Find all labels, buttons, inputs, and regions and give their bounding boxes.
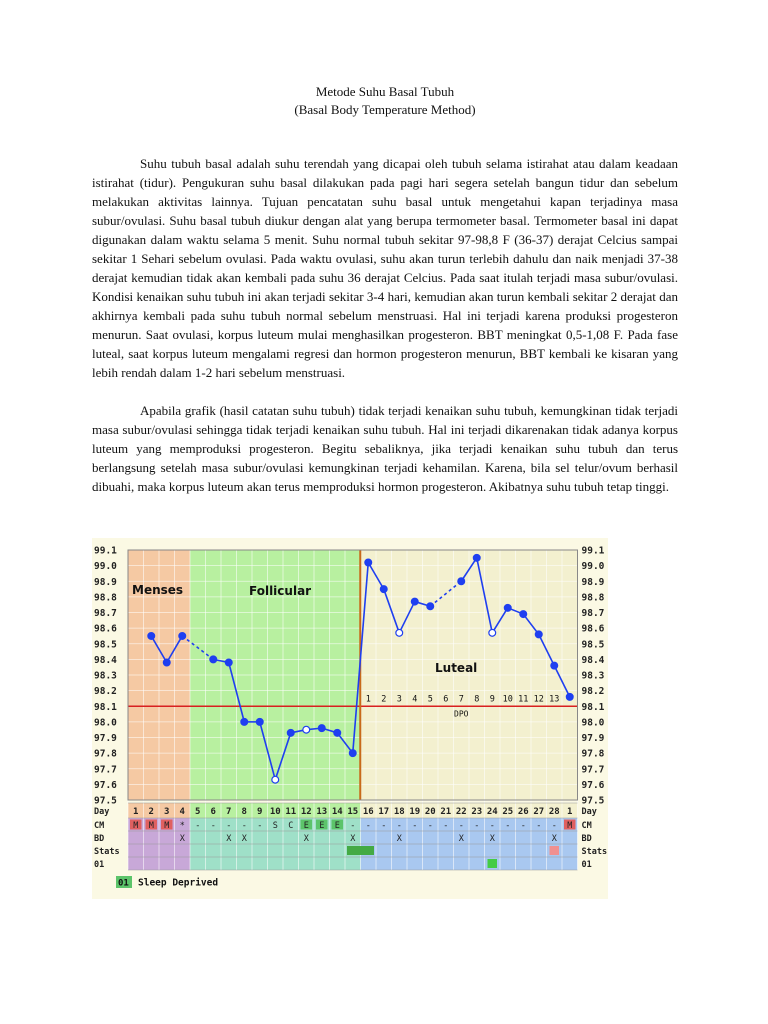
dpo-label: 3	[396, 694, 402, 705]
temperature-point	[566, 693, 573, 700]
bbt-chart	[92, 538, 608, 899]
dpo-label: 8	[474, 694, 480, 705]
temperature-point	[473, 554, 480, 561]
cm-value: M	[133, 821, 139, 831]
day-label: 24	[486, 807, 498, 817]
y-tick-label-left: 99.0	[94, 561, 117, 573]
table-row-label-left: 01	[94, 860, 105, 870]
y-tick-label-left: 98.0	[94, 717, 117, 729]
day-label: 9	[257, 807, 263, 817]
temperature-point	[411, 598, 418, 605]
y-tick-label-right: 97.7	[581, 764, 605, 776]
table-row-label-right: BD	[581, 834, 592, 844]
day-label: 8	[241, 807, 247, 817]
temperature-point	[179, 633, 186, 640]
temperature-point	[396, 629, 403, 636]
temperature-point	[287, 729, 294, 736]
temperature-point	[520, 611, 527, 618]
cm-value: -	[489, 821, 495, 831]
temperature-point	[504, 604, 511, 611]
day-label: 21	[440, 807, 452, 817]
legend-code: 01	[118, 878, 129, 889]
bd-mark: X	[226, 834, 232, 844]
day-label: 4	[179, 807, 185, 817]
cm-value: -	[551, 821, 557, 831]
y-tick-label-left: 98.2	[94, 686, 117, 698]
day-label: 5	[195, 807, 201, 817]
cm-value: -	[412, 821, 418, 831]
cm-value: -	[241, 821, 247, 831]
stats-marker	[550, 846, 560, 855]
temperature-point	[210, 656, 217, 663]
y-tick-label-left: 97.7	[94, 764, 117, 776]
dpo-label: 5	[427, 694, 433, 705]
y-tick-label-right: 98.5	[581, 639, 605, 651]
day-label: 23	[471, 807, 483, 817]
day-label: 22	[455, 807, 467, 817]
table-row-label-left: Day	[94, 807, 110, 817]
table-row-label-right: 01	[581, 860, 592, 870]
table-row-bg	[190, 831, 361, 844]
y-tick-label-left: 98.6	[94, 623, 117, 635]
paragraph-1: Suhu tubuh basal adalah suhu terendah yang dicapai oleh tubuh selama istirahat atau dalam keadaan istirahat (tidur). Pengukuran suhu basal dilakukan pada pagi hari segera setelah bangun tidur dan sebelum melakukan aktivitas lainnya. Tujuan pencatatan suhu basal untuk mengetahui kapan terjadinya masa subur/ovulasi. Suhu basal tubuh diukur dengan alat yang berupa termometer basal. Termometer basal ini dapat digunakan dalam waktu selama 5 menit. Suhu normal tubuh sekitar 97-98,8 F (36-37) derajat Celcius sampai sekitar 1 Sehari sebelum ovulasi. Pada waktu ovulasi, suhu akan turun terlebih dahulu dan naik menjadi 37-38 derajat kemudian tidak akan kembali pada suhu 36 derajat Celcius. Pada saat itulah terjadi masa subur/ovulasi. Kondisi kenaikan suhu tubuh ini akan terjadi sekitar 3-4 hari, kemudian akan turun kembali sekitar 2 derajat dan akhirnya kembali pada suhu tubuh normal sebelum menstruasi. Hal ini terjadi karena produksi progesteron menurun. Saat ovulasi, korpus luteum mulai menghasilkan progesteron. BBT meningkat 0,5-1,08 F. Pada fase luteal, saat korpus luteum mengalami regresi dan hormon progesteron menurun, BBT kembali ke kisaran yang lebih rendah dalam 1-2 hari sebelum menstruasi.	[92, 156, 678, 380]
table-row-bg	[190, 844, 361, 857]
y-tick-label-left: 98.8	[94, 592, 117, 604]
day-label: 11	[285, 807, 297, 817]
day-label: 2	[148, 807, 154, 817]
day-label: 6	[210, 807, 216, 817]
cm-value: -	[381, 821, 387, 831]
temperature-point	[272, 776, 279, 783]
document-page	[92, 0, 678, 496]
table-row-label-right: Stats	[581, 847, 608, 857]
temperature-point	[163, 659, 170, 666]
y-tick-label-right: 99.0	[581, 561, 605, 573]
cm-value: -	[474, 821, 480, 831]
y-tick-label-right: 98.8	[581, 592, 605, 604]
day-label: 26	[517, 807, 529, 817]
day-label: 18	[393, 807, 405, 817]
phase-label-menses: Menses	[132, 583, 184, 597]
temperature-point	[458, 578, 465, 585]
y-tick-label-right: 97.8	[581, 748, 605, 760]
temperature-point	[318, 725, 325, 732]
y-tick-label-left: 97.8	[94, 748, 117, 760]
temperature-point	[535, 631, 542, 638]
y-tick-label-right: 97.5	[581, 795, 605, 807]
bd-mark: X	[241, 834, 247, 844]
y-tick-label-left: 97.9	[94, 733, 117, 744]
dpo-label: 13	[549, 694, 560, 705]
day-label: 7	[226, 807, 232, 817]
temperature-point	[365, 559, 372, 566]
dpo-label: 1	[365, 694, 371, 705]
cm-value: E	[303, 821, 309, 831]
table-row-label-right: Day	[581, 807, 597, 817]
legend-text: Sleep Deprived	[138, 877, 219, 889]
bd-mark: X	[551, 834, 557, 844]
temperature-point	[427, 603, 434, 610]
table-row-label-left: CM	[94, 821, 105, 831]
title-line-1: Metode Suhu Basal Tubuh	[315, 84, 455, 99]
y-tick-label-left: 98.7	[94, 608, 117, 619]
cm-value: -	[427, 821, 433, 831]
day-label: 17	[378, 807, 390, 817]
dpo-label: 2	[381, 694, 387, 705]
temperature-point	[489, 629, 496, 636]
table-row-label-left: Stats	[94, 847, 120, 857]
y-tick-label-left: 98.9	[94, 576, 117, 588]
cm-value: E	[319, 821, 325, 831]
cm-value: *	[179, 821, 185, 831]
bd-mark: X	[396, 834, 402, 844]
y-tick-label-right: 98.6	[581, 623, 605, 635]
dpo-label: 9	[489, 694, 495, 705]
y-tick-label-right: 97.6	[581, 779, 605, 791]
stats-marker	[488, 859, 498, 868]
y-tick-label-right: 98.9	[581, 576, 605, 588]
cm-value: -	[505, 821, 511, 831]
bd-mark: X	[350, 834, 356, 844]
day-label: 12	[300, 807, 312, 817]
cm-value: -	[458, 821, 464, 831]
phase-label-luteal: Luteal	[435, 661, 478, 675]
temperature-point	[334, 729, 341, 736]
day-label: 3	[164, 807, 170, 817]
y-tick-label-right: 98.3	[581, 670, 605, 682]
temperature-point	[551, 662, 558, 669]
cm-value: -	[443, 821, 449, 831]
table-row-label-left: BD	[94, 834, 105, 844]
y-tick-label-left: 97.6	[94, 779, 117, 791]
temperature-point	[303, 726, 310, 733]
y-tick-label-right: 98.4	[581, 654, 605, 666]
y-tick-label-right: 98.1	[581, 701, 605, 713]
y-tick-label-left: 97.5	[94, 795, 117, 807]
phase-label-follicular: Follicular	[249, 584, 312, 598]
cm-value: -	[365, 821, 371, 831]
cm-value: S	[272, 821, 278, 831]
day-label: 13	[316, 807, 328, 817]
cm-value: -	[520, 821, 526, 831]
temperature-point	[225, 659, 232, 666]
day-label: 15	[347, 807, 359, 817]
document-title	[92, 83, 678, 119]
dpo-label: 12	[533, 694, 544, 705]
bd-mark: X	[458, 834, 464, 844]
cm-value: M	[164, 821, 170, 831]
y-tick-label-right: 98.7	[581, 608, 605, 619]
y-tick-label-right: 98.2	[581, 686, 605, 698]
y-tick-label-left: 98.4	[94, 654, 117, 666]
table-row-label-right: CM	[581, 821, 592, 831]
day-label: 25	[502, 807, 514, 817]
day-label: 16	[362, 807, 374, 817]
cm-value: -	[195, 821, 201, 831]
cm-value: -	[226, 821, 232, 831]
cm-value: E	[334, 821, 340, 831]
dpo-label: 7	[458, 694, 464, 705]
paragraph-2: Apabila grafik (hasil catatan suhu tubuh) tidak terjadi kenaikan suhu tubuh, kemungkinan tidak terjadi masa subur/ovulasi sehingga tidak terjadi kenaikan suhu tubuh. Hal ini terjadi dikarenakan tidak adanya korpus luteum yang memproduksi progesteron. Begitu sebaliknya, jika terjadi kenaikan suhu tubuh dan terus berlangsung setelah masa subur/ovulasi kemungkinan terjadi kehamilan. Karena, bila sel telur/ovum berhasil dibuahi, maka korpus luteum akan terus memproduksi hormon progesteron. Akibatnya suhu tubuh tetap tinggi.	[92, 403, 678, 494]
dpo-label: 10	[502, 694, 513, 705]
y-tick-label-left: 99.1	[94, 545, 117, 557]
y-tick-label-right: 97.9	[581, 733, 605, 744]
cm-value: C	[288, 821, 294, 831]
dpo-label: 6	[443, 694, 449, 705]
title-line-2: (Basal Body Temperature Method)	[294, 102, 476, 117]
temperature-point	[380, 586, 387, 593]
dpo-label: 4	[412, 694, 418, 705]
bd-mark: X	[303, 834, 309, 844]
y-tick-label-left: 98.3	[94, 670, 117, 682]
temperature-point	[241, 718, 248, 725]
day-label: 10	[269, 807, 281, 817]
y-tick-label-right: 98.0	[581, 717, 605, 729]
y-tick-label-right: 99.1	[581, 545, 605, 557]
bbt-chart-svg	[92, 538, 608, 899]
cm-value: -	[210, 821, 216, 831]
cm-value: M	[567, 821, 573, 831]
day-label: 1	[133, 807, 139, 817]
cm-value: -	[396, 821, 402, 831]
bd-mark: X	[179, 834, 185, 844]
day-label: 20	[424, 807, 436, 817]
y-tick-label-left: 98.1	[94, 701, 117, 713]
day-label: 27	[533, 807, 545, 817]
dpo-caption: DPO	[454, 709, 469, 719]
dpo-label: 11	[518, 694, 529, 705]
day-label: 1	[567, 807, 573, 817]
temperature-point	[349, 750, 356, 757]
table-row-bg	[190, 857, 361, 870]
cm-value: -	[257, 821, 263, 831]
day-label: 19	[409, 807, 421, 817]
day-label: 14	[331, 807, 343, 817]
y-tick-label-left: 98.5	[94, 639, 117, 651]
temperature-point	[256, 718, 263, 725]
temperature-point	[148, 633, 155, 640]
stats-marker	[347, 846, 374, 855]
bd-mark: X	[489, 834, 495, 844]
cm-value: -	[536, 821, 542, 831]
cm-value: M	[148, 821, 154, 831]
cm-value: -	[350, 821, 356, 831]
day-label: 28	[548, 807, 560, 817]
